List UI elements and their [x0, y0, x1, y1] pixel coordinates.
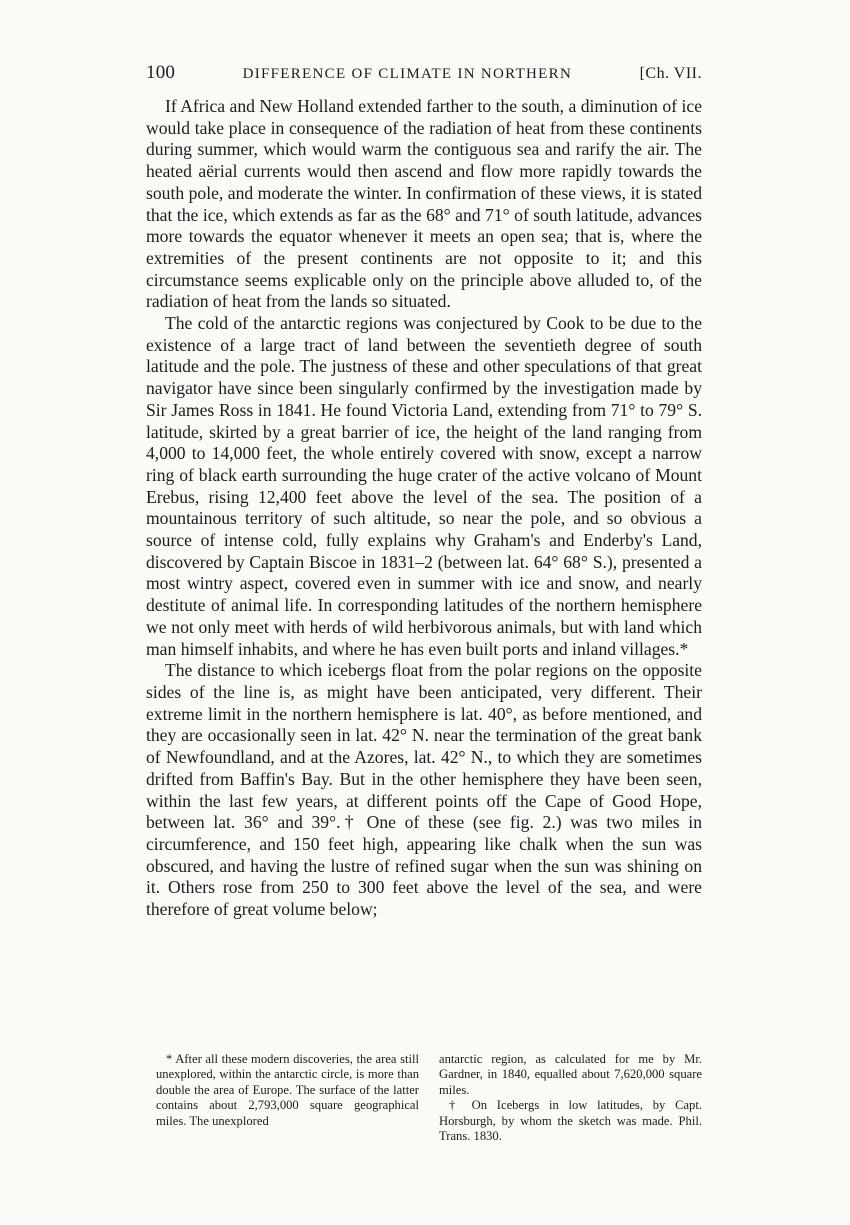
running-title: DIFFERENCE OF CLIMATE IN NORTHERN [242, 66, 573, 82]
page-header [146, 62, 702, 96]
paragraph-icebergs: The distance to which icebergs float from the polar regions on the opposite sides of the line is, as might have been anticipated, very different. Their extreme limit in the northern hemisphere is lat. 40°, as before mentioned, and they are occasionally seen in lat. 42° N. near the termination of the great bank of Newfoundland, and at the Azores, lat. 42° N., to which they are sometimes drifted from Baffin's Bay. But in the other hemisphere they have been seen, within the last few years, at different points off the Cape of Good Hope, between lat. 36° and 39°.† One of these (see fig. 2.) was two miles in circumference, and 150 feet high, appearing like chalk when the sun was obscured, and having the lustre of refined sugar when the sun was shining on it. Others rose from 250 to 300 feet above the level of the sea, and were therefore of great volume below; [146, 660, 702, 920]
paragraph-antarctic-cold: The cold of the antarctic regions was conjectured by Cook to be due to the existence of a large tract of land between the seventieth degree of south latitude and the pole. The justness of these and other speculations of that great navigator have since been singularly confirmed by the investigation made by Sir James Ross in 1841. He found Victoria Land, extending from 71° to 79° S. latitude, skirted by a great barrier of ice, the height of the land ranging from 4,000 to 14,000 feet, the whole entirely covered with snow, except a narrow ring of black earth surrounding the huge crater of the active volcano of Mount Erebus, rising 12,400 feet above the level of the sea. The position of a mountainous territory of such altitude, so near the pole, and so obvious a source of intense cold, fully explains why Graham's and Enderby's Land, discovered by Captain Biscoe in 1831–2 (between lat. 64° 68° S.), presented a most wintry aspect, covered even in summer with ice and snow, and nearly destitute of animal life. In corresponding latitudes of the northern hemisphere we not only meet with herds of wild herbivorous animals, but with land which man himself inhabits, and where he has even built ports and inland villages.* [146, 313, 702, 659]
footnotes [156, 1052, 702, 1144]
book-page [146, 62, 702, 921]
footnote-column-right [439, 1052, 702, 1144]
footnote-column-left [156, 1052, 419, 1144]
body-text [146, 96, 702, 921]
paragraph-ice-radiation: If Africa and New Holland extended farther to the south, a diminution of ice would take place in consequence of the radiation of heat from these continents during summer, which would warm the contiguous sea and rarify the air. The heated aërial currents would then ascend and flow more rapidly towards the south pole, and moderate the winter. In confirmation of these views, it is stated that the ice, which extends as far as the 68° and 71° of south latitude, advances more towards the equator whenever it meets an open sea; that is, where the extremities of the present continents are not opposite to it; and this circumstance seems explicable only on the principle above alluded to, of the radiation of heat from the lands so situated. [146, 96, 702, 312]
chapter-label: [Ch. VII. [639, 65, 702, 82]
page-number: 100 [146, 62, 176, 83]
footnote-star: * After all these modern discoveries, the area still unexplored, within the antarctic circle, is more than double the area of Europe. The surface of the latter contains about 2,793,000 square geographical miles. The unexplored [156, 1052, 419, 1128]
footnote-dagger: † On Icebergs in low latitudes, by Capt. Horsburgh, by whom the sketch was made. Phil. Trans. 1830. [439, 1098, 702, 1144]
footnote-star-continued: antarctic region, as calculated for me by Mr. Gardner, in 1840, equalled about 7,620,000 square miles. [439, 1052, 702, 1097]
